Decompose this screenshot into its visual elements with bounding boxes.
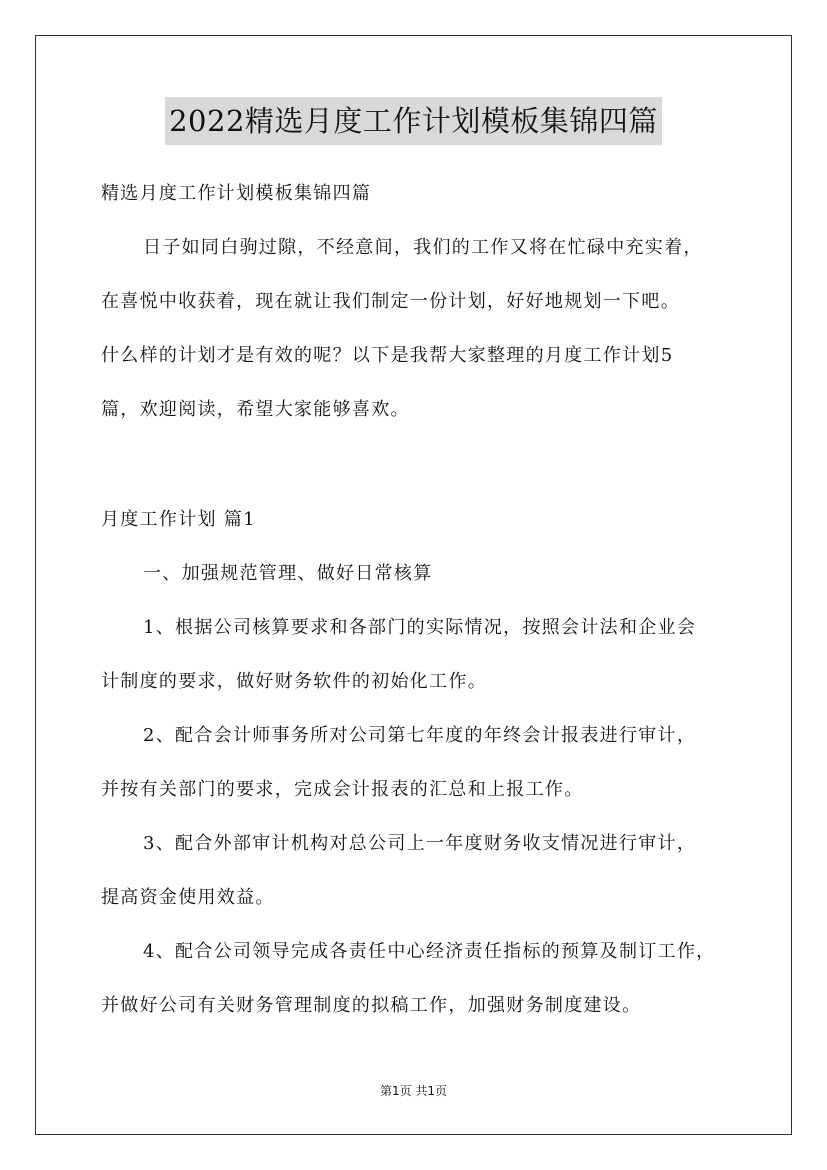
intro-line: 什么样的计划才是有效的呢？以下是我帮大家整理的月度工作计划5 [101, 345, 674, 366]
item-line: 4、配合公司领导完成各责任中心经济责任指标的预算及制订工作， [143, 941, 716, 962]
page-footer: 第1页 共1页 [379, 1084, 448, 1098]
item-line: 并按有关部门的要求，完成会计报表的汇总和上报工作。 [101, 779, 584, 800]
item-line: 3、配合外部审计机构对总公司上一年度财务收支情况进行审计， [143, 833, 697, 854]
item-line: 并做好公司有关财务管理制度的拟稿工作，加强财务制度建设。 [101, 995, 642, 1016]
section-heading: 月度工作计划 篇1 [101, 509, 256, 530]
intro-line: 日子如同白驹过隙，不经意间，我们的工作又将在忙碌中充实着， [143, 237, 703, 258]
document-subtitle: 精选月度工作计划模板集锦四篇 [101, 183, 372, 204]
subheading: 一、加强规范管理、做好日常核算 [143, 563, 433, 584]
item-line: 1、根据公司核算要求和各部门的实际情况，按照会计法和企业会 [143, 617, 697, 638]
title-wrapper [0, 97, 827, 145]
intro-line: 在喜悦中收获着，现在就让我们制定一份计划，好好地规划一下吧。 [101, 291, 680, 312]
document-title: 2022精选月度工作计划模板集锦四篇 [165, 97, 662, 145]
item-line: 提高资金使用效益。 [101, 887, 275, 908]
item-line: 2、配合会计师事务所对公司第七年度的年终会计报表进行审计， [143, 725, 697, 746]
intro-line: 篇，欢迎阅读，希望大家能够喜欢。 [101, 399, 410, 420]
item-line: 计制度的要求，做好财务软件的初始化工作。 [101, 671, 487, 692]
